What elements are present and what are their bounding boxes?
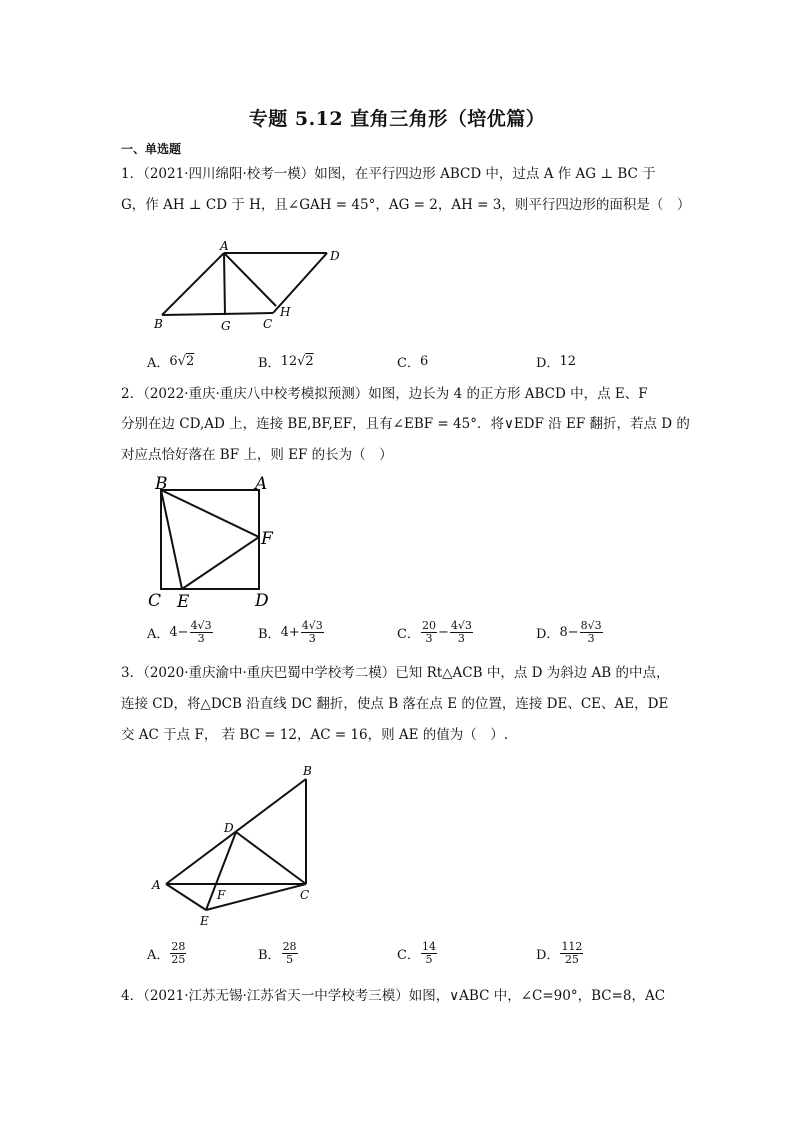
q2-option-b-letter: B． xyxy=(258,627,281,642)
q3-option-c[interactable] xyxy=(397,941,438,966)
q3-option-a-letter: A． xyxy=(147,948,170,963)
q2-option-a[interactable] xyxy=(147,620,214,645)
q2-option-d[interactable] xyxy=(536,620,604,645)
q3-label-c: C xyxy=(300,888,310,902)
q1-option-b-letter: B． xyxy=(258,356,281,371)
q3-text-line-1: 3．（2020·重庆渝中·重庆巴蜀中学校考二模）已知 Rt△ACB 中，点 D 为斜边 AB 的中点， xyxy=(121,665,670,681)
q2-label-a: A xyxy=(255,474,268,494)
q2-option-a-letter: A． xyxy=(147,627,170,642)
q1-label-b: B xyxy=(154,317,163,331)
q2-option-b-denominator: 3 xyxy=(308,632,316,645)
q3-option-d-denominator: 25 xyxy=(564,953,579,966)
q3-label-a: A xyxy=(152,878,161,892)
q3-option-d-numerator: 112 xyxy=(561,940,583,953)
q3-text-line-2: 连接 CD，将△DCB 沿直线 DC 翻折，使点 B 落在点 E 的位置，连接 DE、CE、AE，DE xyxy=(121,696,669,712)
q2-option-c-numerator-2: 4√3 xyxy=(450,619,472,632)
q2-option-b-numerator: 4√3 xyxy=(301,619,323,632)
q3-label-b: B xyxy=(303,764,312,778)
q2-option-c-minus: − xyxy=(437,625,449,640)
q1-label-g: G xyxy=(221,319,231,333)
q1-option-c[interactable] xyxy=(397,352,428,371)
q1-label-h: H xyxy=(280,305,291,319)
q1-option-c-letter: C． xyxy=(397,356,420,371)
q1-text-line-1: 1．（2021·四川绵阳·校考一模）如图，在平行四边形 ABCD 中，过点 A 作 AG ⊥ BC 于 xyxy=(121,166,656,182)
q3-label-d: D xyxy=(224,821,234,835)
q2-label-f: F xyxy=(261,529,273,549)
q3-option-c-numerator: 14 xyxy=(421,940,436,953)
q2-figure-square xyxy=(145,470,285,610)
q2-text-line-2: 分别在边 CD,AD 上，连接 BE,BF,EF，且有∠EBF = 45°．将∨EDF 沿 EF 翻折，若点 D 的 xyxy=(121,416,690,432)
q1-label-c: C xyxy=(263,317,273,331)
q1-option-d[interactable] xyxy=(536,352,576,371)
q2-option-b[interactable] xyxy=(258,620,325,645)
q2-option-c-numerator-1: 20 xyxy=(421,619,436,632)
q3-option-b-denominator: 5 xyxy=(286,953,294,966)
q1-option-b[interactable]: B． 12 √ 2 xyxy=(258,354,314,371)
q2-option-c[interactable] xyxy=(397,620,474,645)
section-heading: 一、单选题 xyxy=(121,142,182,156)
q2-label-b: B xyxy=(155,474,168,494)
q3-option-d[interactable] xyxy=(536,941,584,966)
q2-option-c-letter: C． xyxy=(397,627,420,642)
q2-text-line-1: 2．（2022·重庆·重庆八中校考模拟预测）如图，边长为 4 的正方形 ABCD 中，点 E、F xyxy=(121,386,648,402)
q1-text-line-2: G，作 AH ⊥ CD 于 H，且∠GAH = 45°，AG = 2，AH = 3，则平行四边形的面积是（ ） xyxy=(121,197,691,213)
q2-option-d-prefix: 8− xyxy=(559,625,579,640)
q1-option-d-letter: D． xyxy=(536,356,560,371)
q1-label-a: A xyxy=(220,239,229,253)
q3-text-line-3: 交 AC 于点 F， 若 BC = 12，AC = 16，则 AE 的值为（ ）. xyxy=(121,727,509,743)
q3-option-a-denominator: 25 xyxy=(171,953,186,966)
q3-figure-triangle xyxy=(145,760,325,930)
q2-option-c-denominator-2: 3 xyxy=(457,632,465,645)
q2-text-line-3: 对应点恰好落在 BF 上，则 EF 的长为（ ） xyxy=(121,447,393,463)
q1-option-a-coef: 6 xyxy=(169,354,178,369)
q1-option-c-value: 6 xyxy=(419,354,429,369)
q1-option-d-value: 12 xyxy=(559,354,576,369)
q3-option-a[interactable] xyxy=(147,941,187,966)
q2-option-b-prefix: 4+ xyxy=(280,625,300,640)
q3-label-f: F xyxy=(217,888,226,902)
q3-option-c-denominator: 5 xyxy=(425,953,433,966)
q3-option-d-letter: D． xyxy=(536,948,560,963)
q3-option-c-letter: C． xyxy=(397,948,420,963)
q1-label-d: D xyxy=(330,249,340,263)
q2-label-e: E xyxy=(177,592,190,610)
q3-option-b-numerator: 28 xyxy=(282,940,297,953)
q1-option-b-radicand: 2 xyxy=(305,354,314,369)
q3-label-e: E xyxy=(200,914,209,928)
q3-option-b[interactable] xyxy=(258,941,299,966)
q1-option-a-radicand: 2 xyxy=(185,354,195,369)
q1-option-a[interactable]: A． 6 √ 2 xyxy=(147,354,195,371)
q1-figure-parallelogram xyxy=(150,238,360,338)
q2-label-c: C xyxy=(148,591,162,610)
q4-text-line-1: 4．（2021·江苏无锡·江苏省天一中学校考三模）如图，∨ABC 中，∠C=90°，BC=8，AC xyxy=(121,988,666,1004)
q2-option-a-prefix: 4− xyxy=(169,625,189,640)
q1-option-b-coef: 12 xyxy=(280,354,298,369)
q3-option-a-numerator: 28 xyxy=(171,940,186,953)
q2-option-d-letter: D． xyxy=(536,627,560,642)
q2-option-c-denominator-1: 3 xyxy=(425,632,433,645)
q2-option-a-numerator: 4√3 xyxy=(190,619,212,632)
q2-option-d-denominator: 3 xyxy=(587,632,595,645)
q2-option-a-denominator: 3 xyxy=(197,632,205,645)
page-title: 专题 5.12 直角三角形（培优篇） xyxy=(248,108,546,130)
q2-option-d-numerator: 8√3 xyxy=(580,619,602,632)
q1-option-a-letter: A． xyxy=(147,356,170,371)
q2-label-d: D xyxy=(255,591,269,610)
q3-option-b-letter: B． xyxy=(258,948,281,963)
